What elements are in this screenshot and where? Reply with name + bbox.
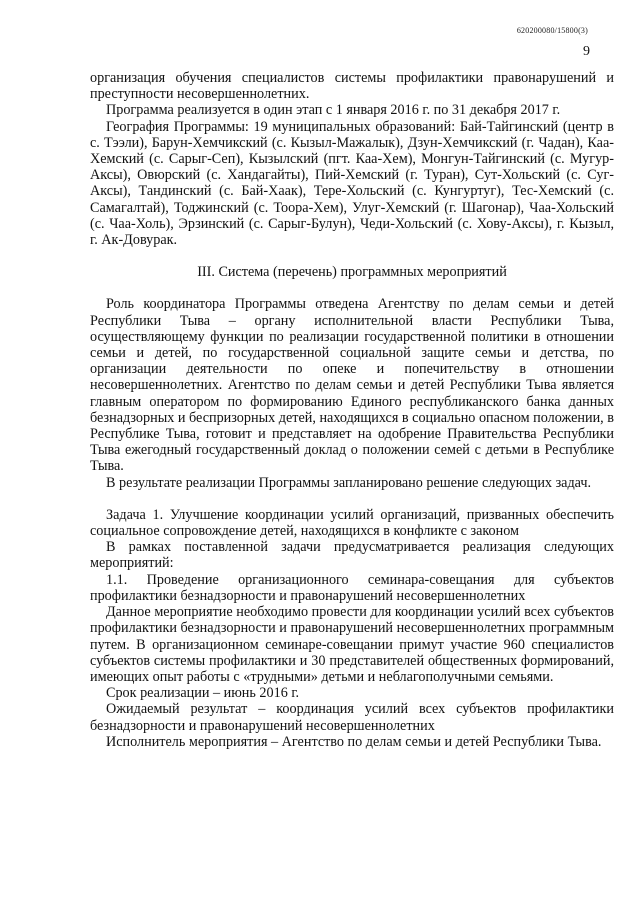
paragraph-task-title: Задача 1. Улучшение координации усилий организаций, призванных обеспечить социальное сопровождение детей, находящихся в конфликте с законом	[90, 506, 614, 540]
paragraph: В рамках поставленной задачи предусматривается реализация следующих мероприятий:	[90, 539, 614, 572]
section-title: III. Система (перечень) программных мероприятий	[197, 264, 507, 281]
paragraph: Данное мероприятие необходимо провести для координации усилий всех субъектов профилактики безнадзорности и правонарушений несовершеннолетних программным путем. В организационном семинаре-совещании примут участие 960 специалистов субъектов системы профилактики и 30 представителей общественных формирований, имеющих опыт работы с «трудными» детьми и неблагополучными семьями.	[90, 604, 614, 685]
paragraph-deadline: Срок реализации – июнь 2016 г.	[106, 685, 300, 702]
paragraph: География Программы: 19 муниципальных образований: Бай-Тайгинский (центр в с. Тээли), Барун-Хемчикский (с. Кызыл-Мажалык), Дзун-Хемчикский (г. Чадан), Каа-Хемский (с. Сарыг-Сеп), Кызылский (пгт. Каа-Хем), Монгун-Тайгинский (с. Мугур-Аксы), Овюрский (с. Хандагайты), Пий-Хемский (г. Туран), Сут-Хольский (с. Суг-Аксы), Тандинский (с. Бай-Хаак), Тере-Хольский (с. Кунгуртуг), Тес-Хемский (с. Самагалтай), Тоджинский (с. Тоора-Хем), Улуг-Хемский (г. Шагонар), Чаа-Хольский (с. Чаа-Холь), Эрзинский (с. Сарыг-Булун), Чеди-Хольский (с. Хову-Аксы), г. Кызыл, г. Ак-Довурак.	[90, 118, 614, 249]
paragraph-expected-result: Ожидаемый результат – координация усилий всех субъектов профилактики безнадзорности и правонарушений несовершеннолетних	[90, 701, 614, 734]
paragraph: организация обучения специалистов системы профилактики правонарушений и преступности несовершеннолетних.	[90, 70, 614, 103]
paragraph-measure-title: 1.1. Проведение организационного семинара-совещания для субъектов профилактики безнадзорности и правонарушений несовершеннолетних	[90, 571, 614, 604]
document-code: 620200080/15800(3)	[516, 26, 588, 35]
paragraph-executor: Исполнитель мероприятия – Агентство по делам семьи и детей Республики Тыва.	[106, 733, 602, 750]
page-number: 9	[583, 44, 590, 59]
document-body	[90, 70, 614, 750]
paragraph: Программа реализуется в один этап с 1 января 2016 г. по 31 декабря 2017 г.	[106, 102, 561, 119]
paragraph: Роль координатора Программы отведена Агентству по делам семьи и детей Республики Тыва – органу исполнительной власти Республики Тыва, осуществляющему функции по реализации государственной политики в отношении семьи и детей, по государственной социальной защите семьи и детства, по организации деятельности по опеке и попечительству в отношении несовершеннолетних. Агентство по делам семьи и детей Республики Тыва является главным оператором по формированию Единого республиканского банка данных безнадзорных и беспризорных детей, находящихся в социально опасном положении, в Республике Тыва, готовит и представляет на одобрение Правительства Республики Тыва ежегодный государственный доклад о положении семей с детьми в Республике Тыва.	[90, 296, 614, 475]
paragraph: В результате реализации Программы запланировано решение следующих задач.	[106, 474, 592, 491]
